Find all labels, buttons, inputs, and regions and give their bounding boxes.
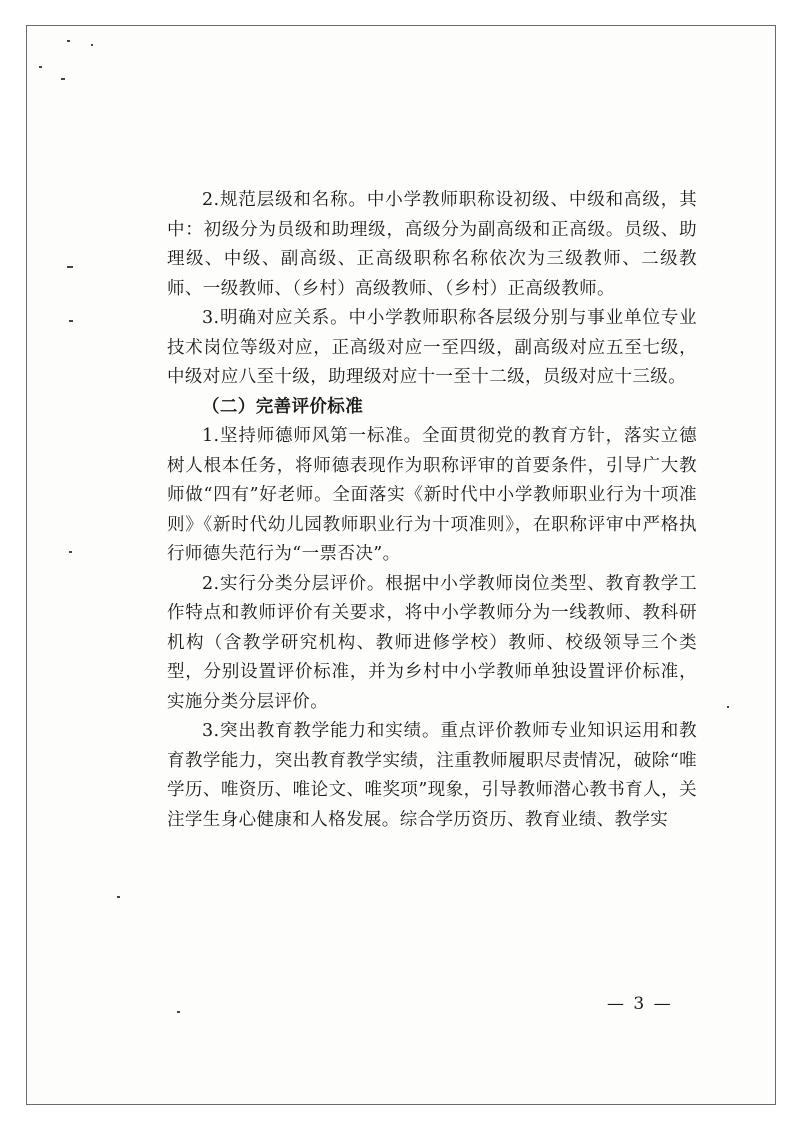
scan-speck	[69, 551, 72, 553]
scan-speck	[727, 706, 729, 708]
page-number: — 3 —	[607, 994, 673, 1014]
scan-speck	[67, 40, 70, 42]
paragraph-ethics-standard: 1.坚持师德师风第一标准。全面贯彻党的教育方针，落实立德树人根本任务，将师德表现作为职称评审的首要条件，引导广大教师做“四有”好老师。全面落实《新时代中小学教师职业行为十项准则》《新时代幼儿园教师职业行为十项准则》，在职称评审中严格执行师德失范行为“一票否决”。	[167, 426, 697, 564]
scan-speck	[39, 66, 42, 68]
document-page	[26, 25, 776, 1105]
paragraph-classified-evaluation: 2.实行分类分层评价。根据中小学教师岗位类型、教育教学工作特点和教师评价有关要求，将中小学教师分为一线教师、教科研机构（含教学研究机构、教师进修学校）教师、校级领导三个类型，分别设置评价标准，并为乡村中小学教师单独设置评价标准，实施分类分层评价。	[167, 573, 697, 712]
scan-speck	[69, 320, 73, 322]
document-body	[167, 186, 697, 835]
scan-speck	[91, 44, 93, 46]
paragraph-level-names: 2.规范层级和名称。中小学教师职称设初级、中级和高级，其中：初级分为员级和助理级，高级分为副高级和正高级。员级、助理级、中级、副高级、正高级职称名称依次为三级教师、二级教师、一级教师、（乡村）高级教师、（乡村）正高级教师。	[167, 190, 697, 299]
section-heading: （二）完善评价标准	[202, 396, 364, 417]
paragraph-teaching-ability: 3.突出教育教学能力和实绩。重点评价教师专业知识运用和教育教学能力，突出教育教学实绩，注重教师履职尽责情况，破除“唯学历、唯资历、唯论文、唯奖项”现象，引导教师潜心教书育人，关注学生身心健康和人格发展。综合学历资历、教育业绩、教学实	[167, 721, 697, 830]
paragraph-correspondence: 3.明确对应关系。中小学教师职称各层级分别与事业单位专业技术岗位等级对应，正高级对应一至四级，副高级对应五至七级，中级对应八至十级，助理级对应十一至十二级，员级对应十三级。	[167, 308, 697, 387]
scan-speck	[61, 78, 65, 80]
scan-speck	[117, 896, 120, 898]
scan-speck	[177, 1011, 180, 1013]
scan-speck	[67, 266, 73, 268]
